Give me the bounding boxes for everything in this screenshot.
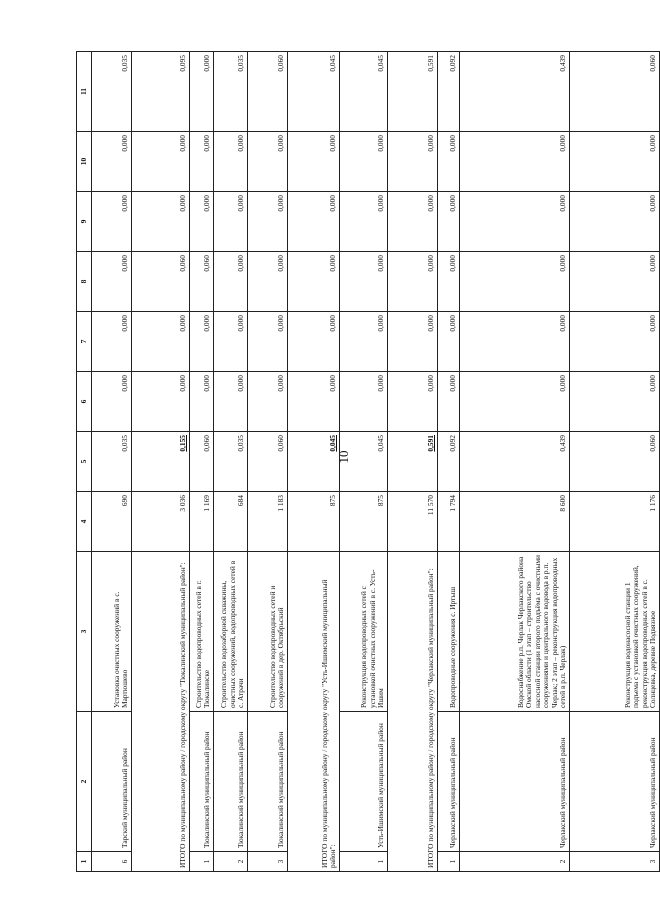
value-cell: 0,092 — [438, 432, 460, 492]
value-cell: 0,439 — [460, 52, 570, 132]
value-cell: 1 183 — [248, 492, 288, 552]
table-row — [460, 52, 570, 872]
page-number: 10 — [336, 450, 351, 464]
table-row — [340, 52, 388, 872]
value-cell: 0,000 — [388, 192, 438, 252]
object-name: Установка очистных сооружений в с. Мартюшево — [92, 552, 132, 712]
row-number: 2 — [460, 852, 570, 872]
total-row — [388, 52, 438, 872]
district-name: Тарский муниципальный район — [92, 712, 132, 852]
value-cell: 0,045 — [288, 432, 340, 492]
value-cell: 875 — [340, 492, 388, 552]
table-row — [438, 52, 460, 872]
value-cell: 0,000 — [248, 132, 288, 192]
value-cell: 0,060 — [570, 432, 660, 492]
table-row — [248, 52, 288, 872]
value-cell: 0,000 — [340, 312, 388, 372]
total-row — [132, 52, 190, 872]
object-name: Реконструкция водопроводных сетей с установкой очистных сооружений в с. Усть-Ишим — [340, 552, 388, 712]
value-cell: 0,060 — [570, 52, 660, 132]
value-cell: 0,000 — [438, 252, 460, 312]
row-number: 1 — [190, 852, 214, 872]
value-cell: 0,000 — [248, 252, 288, 312]
header-row — [77, 52, 92, 872]
district-name: Тюкалинский муниципальный район — [248, 712, 288, 852]
value-cell: 11 570 — [388, 492, 438, 552]
value-cell: 0,060 — [248, 52, 288, 132]
value-cell: 0,000 — [214, 372, 248, 432]
column-header: 8 — [77, 252, 92, 312]
value-cell: 0,000 — [460, 312, 570, 372]
row-number: 1 — [340, 852, 388, 872]
value-cell: 0,000 — [570, 192, 660, 252]
value-cell: 0,060 — [132, 252, 190, 312]
object-name: Строительство водозаборной скважины, очистных сооружений, водопроводных сетей в с. Атрачи — [214, 552, 248, 712]
total-label: ИТОГО по муниципальному району / городскому округу "Тюкалинский муниципальный район": — [132, 552, 190, 872]
value-cell: 0,000 — [132, 192, 190, 252]
value-cell: 0,000 — [190, 132, 214, 192]
value-cell: 0,000 — [248, 192, 288, 252]
value-cell: 0,155 — [132, 432, 190, 492]
value-cell: 0,000 — [288, 252, 340, 312]
value-cell: 0,000 — [132, 372, 190, 432]
column-header: 11 — [77, 52, 92, 132]
column-header: 2 — [77, 712, 92, 852]
value-cell: 0,092 — [438, 52, 460, 132]
value-cell: 0,000 — [190, 192, 214, 252]
table-row — [214, 52, 248, 872]
column-header: 10 — [77, 132, 92, 192]
value-cell: 0,000 — [92, 372, 132, 432]
column-header: 9 — [77, 192, 92, 252]
district-name: Черлакский муниципальный район — [570, 712, 660, 852]
column-header: 5 — [77, 432, 92, 492]
object-name: Водопроводные сооружения с. Иртыш — [438, 552, 460, 712]
value-cell: 0,060 — [190, 252, 214, 312]
district-name: Тюкалинский муниципальный район — [190, 712, 214, 852]
table-row — [92, 52, 132, 872]
value-cell: 0,000 — [248, 312, 288, 372]
object-name: Строительство водопроводных сетей и сооружений в дер. Октябрьский — [248, 552, 288, 712]
value-cell: 0,095 — [132, 52, 190, 132]
value-cell: 0,439 — [460, 432, 570, 492]
value-cell: 1 794 — [438, 492, 460, 552]
value-cell: 0,035 — [92, 52, 132, 132]
value-cell: 0,045 — [288, 52, 340, 132]
district-name: Черлакский муниципальный район — [460, 712, 570, 852]
total-label: ИТОГО по муниципальному району / городскому округу "Усть-Ишимский муниципальный район": — [288, 552, 340, 872]
value-cell: 0,000 — [570, 252, 660, 312]
value-cell: 0,000 — [570, 132, 660, 192]
value-cell: 3 036 — [132, 492, 190, 552]
value-cell: 0,000 — [214, 192, 248, 252]
value-cell: 8 600 — [460, 492, 570, 552]
value-cell: 0,000 — [438, 372, 460, 432]
object-name: Реконструкция водонасосной станции 1 подъема с установкой очистных сооружений, реконструкция водопроводных сетей в с. Солнцевка, деревне Подвязное — [570, 552, 660, 712]
value-cell: 0,000 — [132, 312, 190, 372]
value-cell: 0,000 — [570, 372, 660, 432]
object-name: Водоснабжение р.п. Черлак Черлакского района Омской области (1 этап – строительство насосной станции второго подъёма с очистными сооружениями и центрального водовода в р.п. Черлак; 2 этап – реконструкция водопроводных сетей в р.п. Черлак) — [460, 552, 570, 712]
value-cell: 0,000 — [288, 312, 340, 372]
value-cell: 0,000 — [340, 252, 388, 312]
value-cell: 1 176 — [570, 492, 660, 552]
value-cell: 0,035 — [92, 432, 132, 492]
value-cell: 0,045 — [340, 52, 388, 132]
column-header: 6 — [77, 372, 92, 432]
value-cell: 0,000 — [190, 52, 214, 132]
value-cell: 0,000 — [388, 372, 438, 432]
column-header: 7 — [77, 312, 92, 372]
value-cell: 0,000 — [438, 132, 460, 192]
value-cell: 0,000 — [92, 192, 132, 252]
total-row — [288, 52, 340, 872]
district-name: Тюкалинский муниципальный район — [214, 712, 248, 852]
value-cell: 0,000 — [190, 312, 214, 372]
district-name: Черлакский муниципальный район — [438, 712, 460, 852]
value-cell: 0,000 — [92, 312, 132, 372]
value-cell: 1 169 — [190, 492, 214, 552]
row-number: 3 — [248, 852, 288, 872]
value-cell: 690 — [92, 492, 132, 552]
table-row — [570, 52, 660, 872]
value-cell: 0,000 — [214, 132, 248, 192]
value-cell: 0,000 — [340, 192, 388, 252]
value-cell: 0,000 — [388, 132, 438, 192]
value-cell: 0,035 — [214, 52, 248, 132]
value-cell: 0,000 — [460, 132, 570, 192]
value-cell: 0,000 — [92, 252, 132, 312]
column-header: 3 — [77, 552, 92, 712]
value-cell: 0,000 — [460, 372, 570, 432]
table-body — [77, 52, 660, 872]
value-cell: 0,000 — [288, 372, 340, 432]
value-cell: 0,000 — [460, 252, 570, 312]
value-cell: 0,000 — [460, 192, 570, 252]
value-cell: 0,060 — [248, 432, 288, 492]
value-cell: 0,000 — [214, 252, 248, 312]
value-cell: 0,000 — [340, 132, 388, 192]
table-row — [190, 52, 214, 872]
object-name: Строительство водопроводных сетей в г. Тюкалинске — [190, 552, 214, 712]
value-cell: 0,045 — [340, 432, 388, 492]
value-cell: 0,000 — [288, 192, 340, 252]
row-number: 2 — [214, 852, 248, 872]
value-cell: 0,000 — [438, 312, 460, 372]
value-cell: 875 — [288, 492, 340, 552]
column-header: 4 — [77, 492, 92, 552]
row-number: 1 — [438, 852, 460, 872]
value-cell: 0,000 — [248, 372, 288, 432]
value-cell: 0,000 — [288, 132, 340, 192]
total-label: ИТОГО по муниципальному району / городскому округу "Черлакский муниципальный район": — [388, 552, 438, 872]
value-cell: 0,000 — [438, 192, 460, 252]
value-cell: 0,035 — [214, 432, 248, 492]
value-cell: 0,000 — [340, 372, 388, 432]
data-table — [76, 51, 660, 872]
value-cell: 684 — [214, 492, 248, 552]
value-cell: 0,000 — [388, 312, 438, 372]
value-cell: 0,591 — [388, 432, 438, 492]
row-number: 3 — [570, 852, 660, 872]
row-number: 6 — [92, 852, 132, 872]
value-cell: 0,000 — [388, 252, 438, 312]
column-header: 1 — [77, 852, 92, 872]
value-cell: 0,000 — [214, 312, 248, 372]
value-cell: 0,060 — [190, 432, 214, 492]
value-cell: 0,000 — [132, 132, 190, 192]
value-cell: 0,000 — [570, 312, 660, 372]
value-cell: 0,000 — [190, 372, 214, 432]
value-cell: 0,000 — [92, 132, 132, 192]
rotated-table-wrapper — [76, 52, 658, 872]
district-name: Усть-Ишимский муниципальный район — [340, 712, 388, 852]
value-cell: 0,591 — [388, 52, 438, 132]
